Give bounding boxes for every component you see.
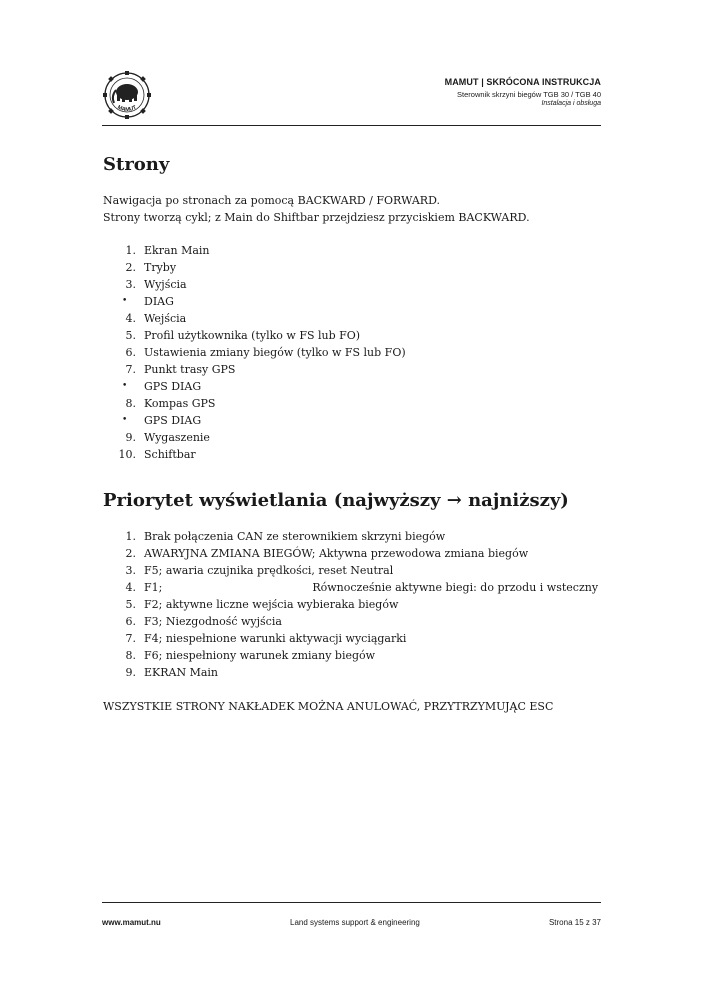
footer-website: www.mamut.nu bbox=[102, 918, 161, 927]
list-number: 5. bbox=[125, 329, 136, 342]
document-title: MAMUT | SKRÓCONA INSTRUKCJA bbox=[444, 77, 601, 87]
list-number: 1. bbox=[125, 244, 136, 257]
list-item-text: Wejścia bbox=[144, 312, 187, 325]
priority-list bbox=[103, 528, 603, 681]
list-number: 2. bbox=[125, 547, 136, 560]
list-item-text: Ustawienia zmiany biegów (tylko w FS lub FO) bbox=[144, 346, 406, 359]
list-number: 8. bbox=[125, 649, 136, 662]
list-number: 7. bbox=[125, 363, 136, 376]
document-subtitle-italic: Instalacja i obsługa bbox=[541, 100, 601, 107]
list-item-text: Ekran Main bbox=[144, 244, 210, 257]
list-item-text: AWARYJNA ZMIANA BIEGÓW; Aktywna przewodowa zmiana biegów bbox=[144, 547, 529, 560]
page-list-item bbox=[103, 361, 603, 378]
list-number: 10. bbox=[118, 448, 136, 461]
page-content bbox=[103, 153, 603, 715]
list-item-text: F3; Niezgodność wyjścia bbox=[144, 615, 282, 628]
bullet-marker: • bbox=[122, 381, 128, 391]
intro-line: Nawigacja po stronach za pomocą BACKWARD / FORWARD. bbox=[103, 194, 440, 207]
priority-list-item bbox=[103, 664, 603, 681]
page-list-item bbox=[103, 242, 603, 259]
list-item-text: Tryby bbox=[144, 261, 177, 274]
list-number: 3. bbox=[125, 564, 136, 577]
page-list-item bbox=[103, 344, 603, 361]
page-list-item bbox=[103, 429, 603, 446]
list-number: 1. bbox=[125, 530, 136, 543]
list-item-text: Punkt trasy GPS bbox=[144, 363, 236, 376]
document-header bbox=[445, 77, 601, 107]
header-divider bbox=[102, 125, 601, 126]
list-item-text: F4; niespełnione warunki aktywacji wyciągarki bbox=[144, 632, 407, 645]
page-list-item bbox=[103, 293, 603, 310]
pages-list bbox=[103, 242, 603, 463]
page-list-item bbox=[103, 412, 603, 429]
list-item-text: GPS DIAG bbox=[144, 380, 202, 393]
priority-list-item bbox=[103, 630, 603, 647]
page-list-item bbox=[103, 446, 603, 463]
page-list-item bbox=[103, 259, 603, 276]
page-list-item bbox=[103, 310, 603, 327]
list-item-text: Brak połączenia CAN ze sterownikiem skrzyni biegów bbox=[144, 530, 446, 543]
intro-line: Strony tworzą cykl; z Main do Shiftbar przejdziesz przyciskiem BACKWARD. bbox=[103, 211, 530, 224]
list-item-text: Wygaszenie bbox=[144, 431, 210, 444]
list-item-text: F5; awaria czujnika prędkości, reset Neutral bbox=[144, 564, 394, 577]
page-list-item bbox=[103, 395, 603, 412]
list-number: 5. bbox=[125, 598, 136, 611]
list-number: 4. bbox=[125, 312, 136, 325]
bullet-marker: • bbox=[122, 415, 128, 425]
list-item-extra-text: Równocześnie aktywne biegi: do przodu i wsteczny bbox=[312, 581, 599, 594]
list-item-text: F2; aktywne liczne wejścia wybieraka biegów bbox=[144, 598, 399, 611]
footer-divider bbox=[102, 902, 601, 903]
section-heading-pages: Strony bbox=[103, 154, 170, 175]
page-list-item bbox=[103, 378, 603, 395]
priority-list-item bbox=[103, 596, 603, 613]
priority-list-item bbox=[103, 647, 603, 664]
priority-list-item bbox=[103, 579, 603, 596]
overlay-cancel-note: WSZYSTKIE STRONY NAKŁADEK MOŻNA ANULOWAĆ, PRZYTRZYMUJĄC ESC bbox=[103, 700, 554, 713]
list-number: 8. bbox=[125, 397, 136, 410]
footer-tagline: Land systems support & engineering bbox=[290, 918, 420, 927]
list-number: 4. bbox=[125, 581, 136, 594]
svg-text:MAMUT: MAMUT bbox=[116, 104, 138, 114]
list-number: 3. bbox=[125, 278, 136, 291]
footer-page-number: Strona 15 z 37 bbox=[548, 918, 601, 927]
list-number: 6. bbox=[125, 346, 136, 359]
document-subtitle: Sterownik skrzyni biegów TGB 30 / TGB 40 bbox=[457, 90, 601, 99]
list-number: 9. bbox=[125, 666, 136, 679]
list-number: 6. bbox=[125, 615, 136, 628]
priority-list-item bbox=[103, 562, 603, 579]
list-item-text: GPS DIAG bbox=[144, 414, 202, 427]
list-item-text: Schiftbar bbox=[144, 448, 196, 461]
list-item-text: EKRAN Main bbox=[144, 666, 219, 679]
list-item-text: F6; niespełniony warunek zmiany biegów bbox=[144, 649, 376, 662]
list-item-text: Wyjścia bbox=[144, 278, 187, 291]
section-heading-priority: Priorytet wyświetlania (najwyższy → najniższy) bbox=[103, 490, 569, 511]
list-number: 2. bbox=[125, 261, 136, 274]
list-number: 7. bbox=[125, 632, 136, 645]
list-number: 9. bbox=[125, 431, 136, 444]
list-item-text: F1; bbox=[144, 581, 163, 594]
priority-list-item bbox=[103, 613, 603, 630]
list-item-text: DIAG bbox=[144, 295, 174, 308]
pages-intro bbox=[103, 192, 603, 226]
list-item-text: Kompas GPS bbox=[144, 397, 216, 410]
mamut-logo bbox=[102, 70, 152, 120]
page-list-item bbox=[103, 327, 603, 344]
priority-list-item bbox=[103, 545, 603, 562]
priority-list-item bbox=[103, 528, 603, 545]
page-list-item bbox=[103, 276, 603, 293]
list-item-text: Profil użytkownika (tylko w FS lub FO) bbox=[144, 329, 361, 342]
bullet-marker: • bbox=[122, 296, 128, 306]
